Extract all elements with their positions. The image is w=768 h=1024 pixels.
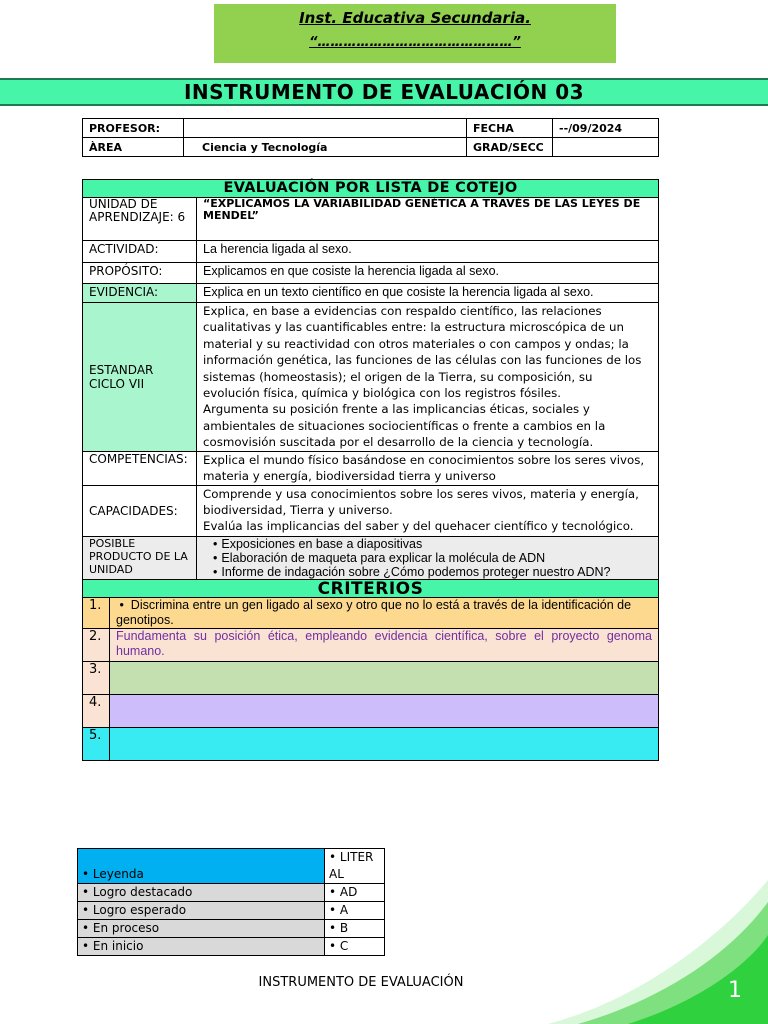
legend-value-text: A [339, 903, 349, 917]
legend-value-text: AD [339, 885, 358, 899]
unidad-label: UNIDAD DE APRENDIZAJE: 6 [83, 198, 197, 241]
grad-label: GRAD/SECC [467, 138, 553, 157]
criterios-header: CRITERIOS [83, 580, 659, 600]
document-title: INSTRUMENTO DE EVALUACIÓN 03 [0, 78, 768, 106]
criterio-number: 1. [83, 598, 110, 629]
criterio-number: 2. [83, 629, 110, 662]
criterio-number: 3. [83, 662, 110, 695]
legend-label-text: En proceso [92, 921, 160, 935]
legend-label: • Logro destacado [78, 884, 325, 902]
info-table [82, 118, 659, 157]
criterio-text: • Discrimina entre un gen ligado al sexo y otro que no lo está a través de la identificación de genotipos. [110, 598, 659, 629]
proposito-value: Explicamos en que cosiste la herencia ligada al sexo. [197, 263, 659, 284]
criterio-5-text [110, 728, 659, 761]
legend-header-right: • LITERAL [325, 849, 385, 884]
area-value: Ciencia y Tecnología [184, 138, 467, 157]
school-quote-line: “………………………………………” [309, 35, 521, 50]
legend-label-text: Logro esperado [92, 903, 187, 917]
legend-value: • B [325, 920, 385, 938]
producto-value [197, 537, 659, 580]
legend-value-text: B [339, 921, 349, 935]
evidencia-value: Explica en un texto científico en que cosiste la herencia ligada al sexo. [197, 284, 659, 303]
producto-label: POSIBLE PRODUCTO DE LA UNIDAD [83, 537, 197, 580]
legend-value: • A [325, 902, 385, 920]
estandar-value [197, 303, 659, 452]
criterio-number: 5. [83, 728, 110, 761]
criterio-3-text [110, 662, 659, 695]
evaluation-header: EVALUACIÓN POR LISTA DE COTEJO [83, 180, 659, 198]
criterio-number: 4. [83, 695, 110, 728]
criterio-2-text: Fundamenta su posición ética, empleando evidencia científica, sobre el proyecto genoma humano. [110, 629, 659, 662]
profesor-value [184, 119, 467, 138]
fecha-label: FECHA [467, 119, 553, 138]
legend-header-left: • Leyenda [78, 849, 325, 884]
fecha-value: --/09/2024 [553, 119, 659, 138]
evidencia-label: EVIDENCIA: [83, 284, 197, 303]
evaluation-table [82, 179, 659, 600]
unidad-value: “EXPLICAMOS LA VARIABILIDAD GENÉTICA A TRAVÉS DE LAS LEYES DE MENDEL” [197, 198, 659, 241]
proposito-label: PROPÓSITO: [83, 263, 197, 284]
grad-value [553, 138, 659, 157]
capacidad-2: Evalúa las implicancias del saber y del quehacer científico y tecnológico. [203, 519, 634, 533]
producto-item: • Elaboración de maqueta para explicar la molécula de ADN [213, 551, 652, 565]
producto-item: • Exposiciones en base a diapositivas [213, 537, 652, 551]
legend-label: • Logro esperado [78, 902, 325, 920]
legend-table [77, 848, 385, 956]
page-number: 1 [728, 978, 742, 1003]
legend-literal-text: LITERAL [329, 850, 374, 881]
legend-value: • AD [325, 884, 385, 902]
area-label: ÀREA [83, 138, 184, 157]
capacidades-value [197, 486, 659, 537]
profesor-label: PROFESOR: [83, 119, 184, 138]
producto-item: • Informe de indagación sobre ¿Cómo podemos proteger nuestro ADN? [213, 565, 652, 579]
estandar-label: ESTANDAR CICLO VII [83, 303, 197, 452]
actividad-value: La herencia ligada al sexo. [197, 241, 659, 263]
capacidad-1: Comprende y usa conocimientos sobre los seres vivos, materia y energía, biodiversidad, Tierra y universo. [203, 487, 639, 517]
criterio-1-text: Discrimina entre un gen ligado al sexo y otro que no lo está a través de la identificación de genotipos. [116, 598, 632, 627]
criterios-table [82, 597, 659, 761]
footer-text: INSTRUMENTO DE EVALUACIÓN [258, 975, 464, 990]
competencias-label: COMPETENCIAS: [83, 452, 197, 486]
school-header [214, 4, 616, 63]
legend-label: • En proceso [78, 920, 325, 938]
actividad-label: ACTIVIDAD: [83, 241, 197, 263]
school-name: Inst. Educativa Secundaria. [299, 9, 531, 27]
estandar-paragraph-1: Explica, en base a evidencias con respaldo científico, las relaciones cualitativas y las cuantificables entre: la estructura microscópica de un material y su reactividad con otros materiales o con campos y ondas; la información genética, las funciones de las células con las funciones de los sistemas (homeostasis); el origen de la Tierra, su composición, su evolución física, química y biológica con los registros fósiles. [203, 304, 642, 401]
legend-label-text: En inicio [92, 939, 144, 953]
legend-value: • C [325, 938, 385, 956]
competencias-value: Explica el mundo físico basándose en conocimientos sobre los seres vivos, materia y energía, biodiversidad tierra y universo [197, 452, 659, 486]
legend-header-text: Leyenda [92, 867, 144, 881]
capacidades-label: CAPACIDADES: [83, 486, 197, 537]
criterio-4-text [110, 695, 659, 728]
legend-label-text: Logro destacado [92, 885, 193, 899]
estandar-paragraph-2: Argumenta su posición frente a las implicancias éticas, sociales y ambientales de situaciones sociocientíficas o frente a cambios en la cosmovisión suscitada por el desarrollo de la ciencia y tecnología. [203, 402, 606, 450]
producto-list [203, 537, 652, 579]
legend-label: • En inicio [78, 938, 325, 956]
legend-value-text: C [339, 939, 349, 953]
